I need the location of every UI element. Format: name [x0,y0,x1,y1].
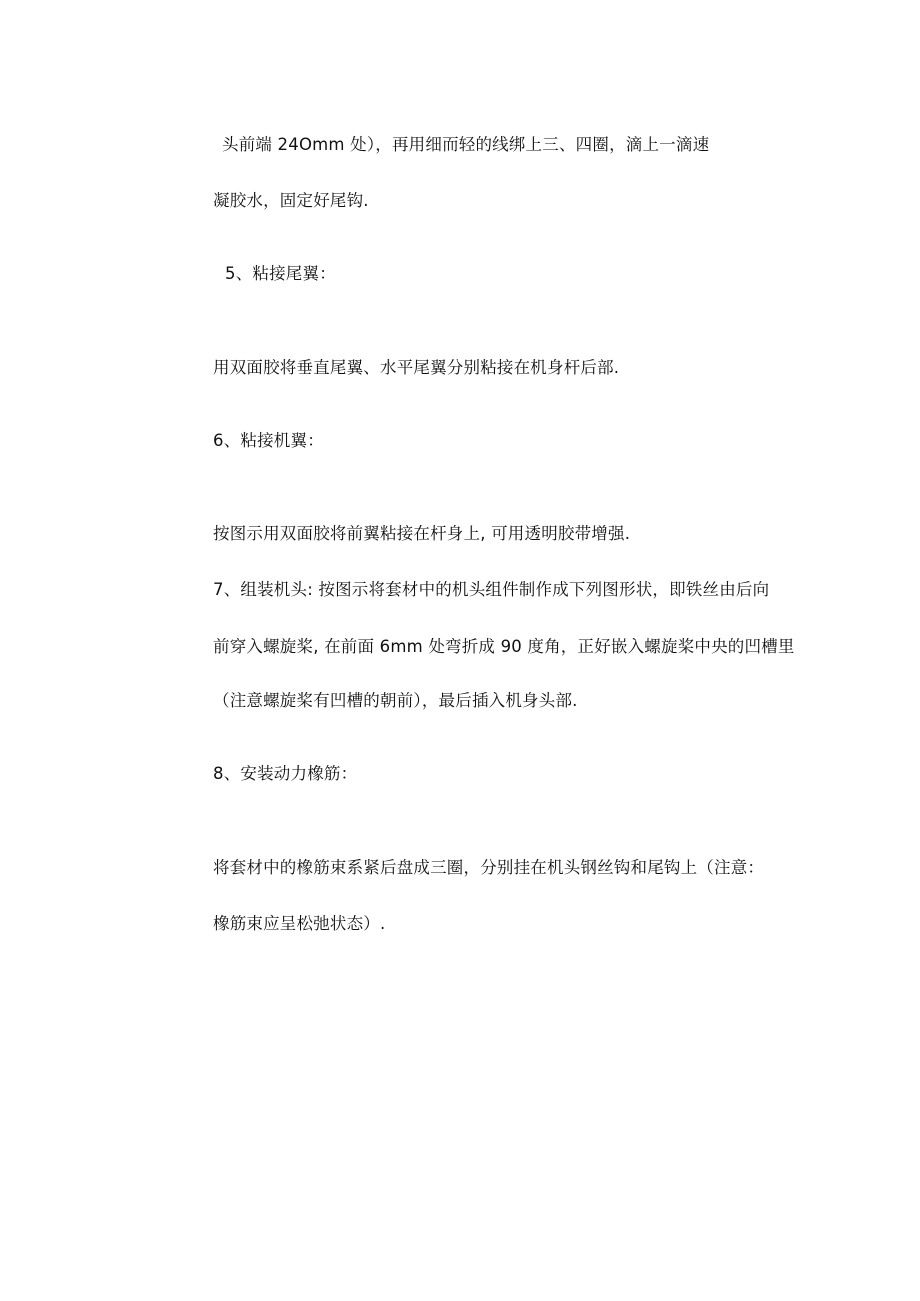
text-line-tail-hook-2: 凝胶水，固定好尾钩. [213,191,369,210]
text-line-step-5: 用双面胶将垂直尾翼、水平尾翼分别粘接在机身杆后部. [213,358,620,377]
heading-step-5: 5、粘接尾翼： [225,264,336,283]
text-line-tail-hook-1: 头前端 24Omm 处），再用细而轻的线绑上三、四圈，滴上一滴速 [222,135,710,154]
text-line-step-7-3: （注意螺旋桨有凹槽的朝前），最后插入机身头部. [213,691,578,710]
text-line-step-7-2: 前穿入螺旋桨, 在前面 6mm 处弯折成 90 度角，正好嵌入螺旋桨中央的凹槽里 [213,637,795,656]
text-line-step-7-1: 7、组装机头: 按图示将套材中的机头组件制作成下列图形状，即铁丝由后向 [213,580,770,599]
heading-step-6: 6、粘接机翼： [213,431,324,450]
text-line-step-8-2: 橡筋束应呈松弛状态）. [213,914,386,933]
text-line-step-6: 按图示用双面胶将前翼粘接在杆身上, 可用透明胶带增强. [213,524,631,543]
text-line-step-8-1: 将套材中的橡筋束系紧后盘成三圈，分别挂在机头钢丝钩和尾钩上（注意： [213,858,765,877]
heading-step-8: 8、安装动力橡筋： [213,764,358,783]
